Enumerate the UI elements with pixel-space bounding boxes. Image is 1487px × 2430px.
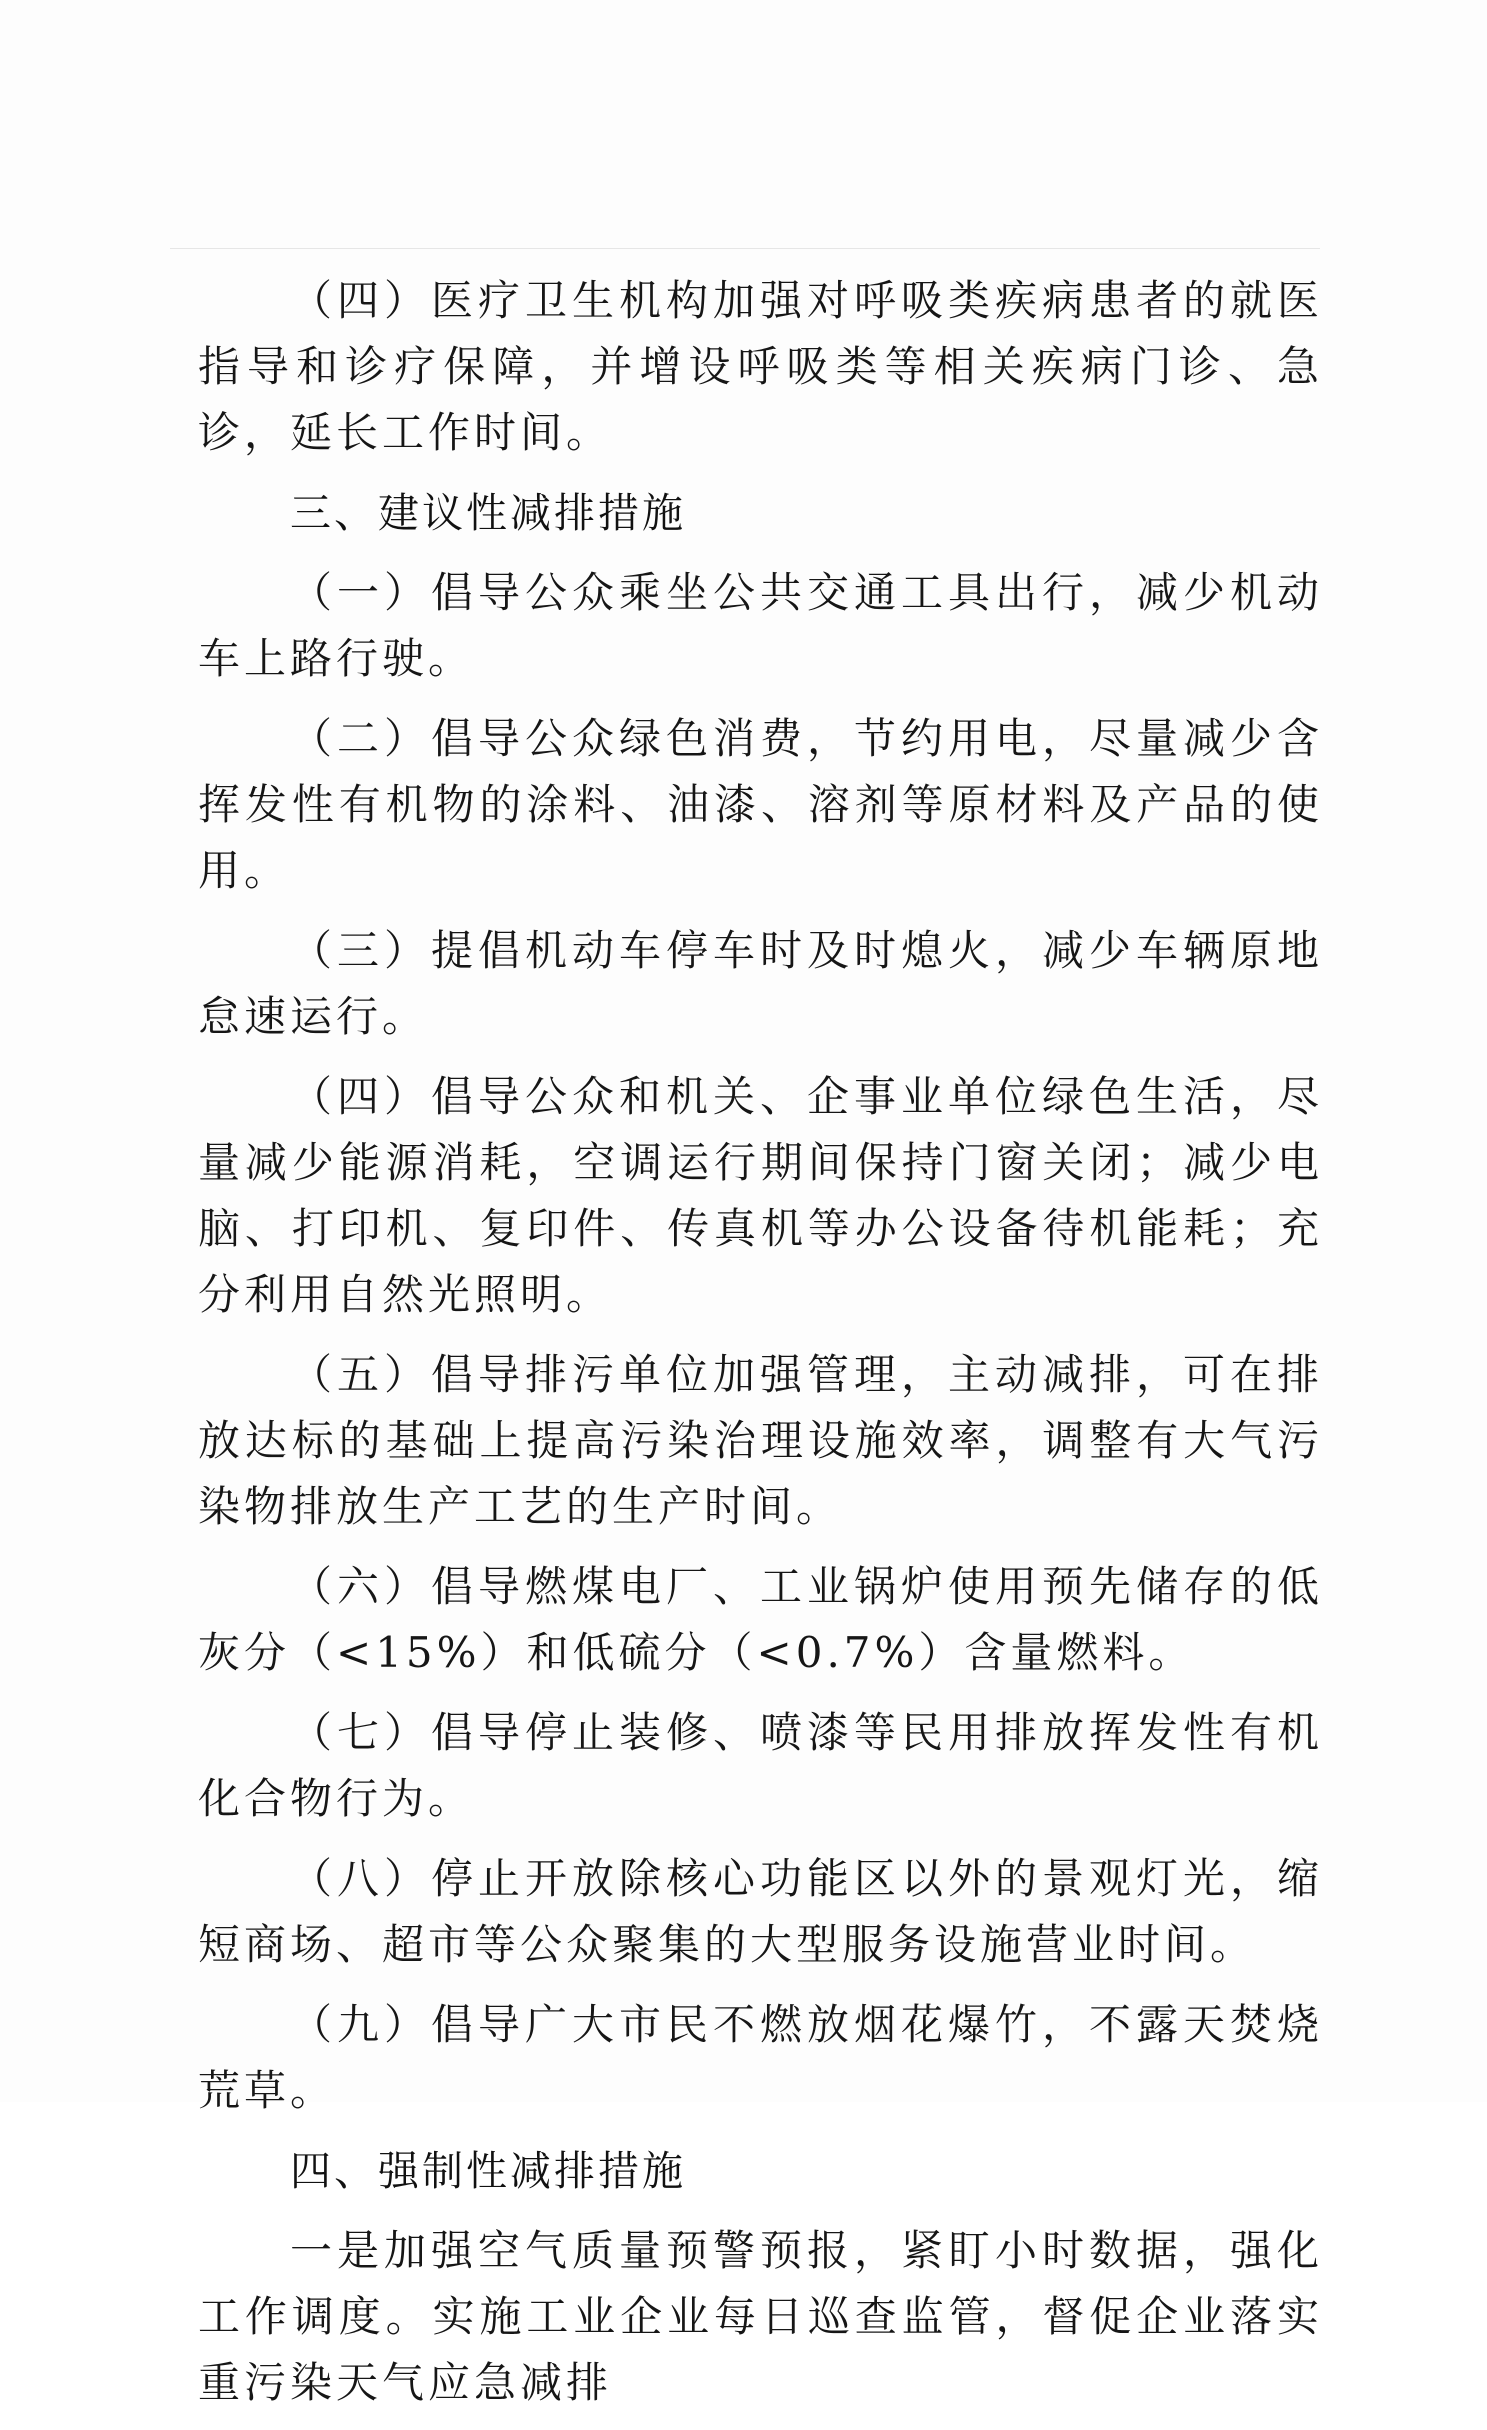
paragraph-medical-guidance: （四）医疗卫生机构加强对呼吸类疾病患者的就医指导和诊疗保障，并增设呼吸类等相关疾病门诊、急诊，延长工作时间。 xyxy=(198,276,1323,457)
section-heading-mandatory-measures: 四、强制性减排措施 xyxy=(290,2147,686,2195)
paragraph-engine-idling: （三）提倡机动车停车时及时熄火，减少车辆原地怠速运行。 xyxy=(198,926,1323,1041)
paragraph-public-transport: （一）倡导公众乘坐公共交通工具出行，减少机动车上路行驶。 xyxy=(198,568,1323,683)
paragraph-landscape-lighting: （八）停止开放除核心功能区以外的景观灯光，缩短商场、超市等公众聚集的大型服务设施营业时间。 xyxy=(198,1854,1323,1969)
scan-artifact-line xyxy=(170,248,1320,249)
paragraph-energy-saving: （四）倡导公众和机关、企事业单位绿色生活，尽量减少能源消耗，空调运行期间保持门窗关闭；减少电脑、打印机、复印件、传真机等办公设备待机能耗；充分利用自然光照明。 xyxy=(198,1072,1323,1319)
paragraph-stop-painting: （七）倡导停止装修、喷漆等民用排放挥发性有机化合物行为。 xyxy=(198,1708,1323,1823)
paragraph-no-fireworks: （九）倡导广大市民不燃放烟花爆竹，不露天焚烧荒草。 xyxy=(198,2000,1323,2115)
paragraph-pollutant-management: （五）倡导排污单位加强管理，主动减排，可在排放达标的基础上提高污染治理设施效率，调整有大气污染物排放生产工艺的生产时间。 xyxy=(198,1350,1323,1531)
section-heading-suggested-measures: 三、建议性减排措施 xyxy=(290,489,686,537)
paragraph-low-sulfur-fuel: （六）倡导燃煤电厂、工业锅炉使用预先储存的低灰分（<15%）和低硫分（<0.7%）含量燃料。 xyxy=(198,1562,1323,1677)
paragraph-air-quality-warning: 一是加强空气质量预警预报，紧盯小时数据，强化工作调度。实施工业企业每日巡查监管，督促企业落实重污染天气应急减排 xyxy=(198,2226,1323,2407)
paragraph-green-consumption: （二）倡导公众绿色消费，节约用电，尽量减少含挥发性有机物的涂料、油漆、溶剂等原材料及产品的使用。 xyxy=(198,714,1323,895)
document-body xyxy=(198,268,1323,2430)
